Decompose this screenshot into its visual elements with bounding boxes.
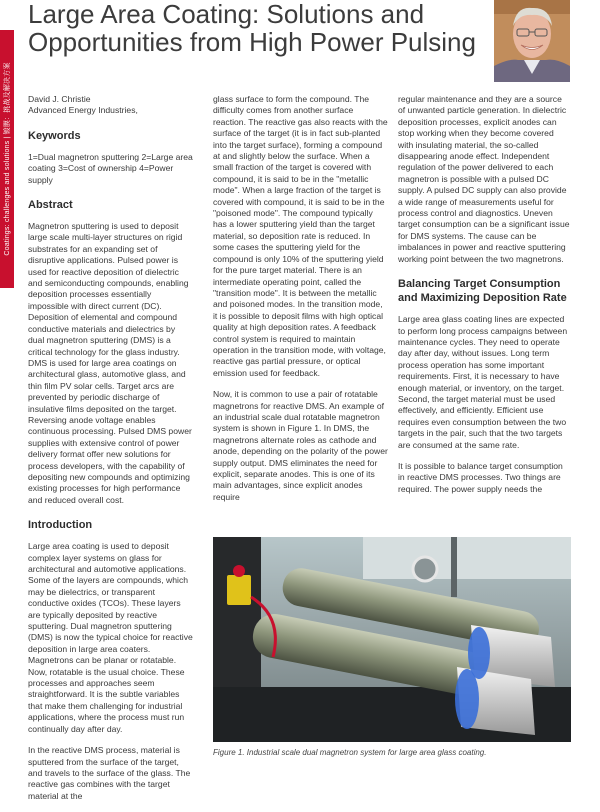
column-2-paragraph-1: glass surface to form the compound. The difficulty comes from another surface reaction. The reactive gas also reacts with the surface of the target (it is in fact sub-planted into the target surface), forming a compound at and slightly below the surface. When a small fraction of the target is covered with compound, it is said to be in the "metallic mode". When a large fraction of the target is covered with compound, it is said to be in the "poisoned mode". The compound typically has a lower sputtering yield than the target material, so deposition rate is reduced. In some cases the sputtering yield for the compound is only 10% of the sputtering yield for the pure target material. There is an intermediate operating point, called the "transition mode". It is between the metallic and poisoned modes. In the transition mode, it is possible to deposit films with high optical quality at high deposition rates. A feedback control system is required to maintain operation in the transition mode, with voltage, reactive gas partial pressure, or optical emission used for feedback. [213, 94, 388, 378]
keywords-text: 1=Dual magnetron sputtering 2=Large area coating 3=Cost of ownership 4=Power supply [28, 151, 193, 185]
introduction-paragraph-2: In the reactive DMS process, material is sputtered from the surface of the target, and travels to the surface of the glass. The reactive gas combines with the target material at the [28, 745, 191, 801]
author-photo [494, 0, 570, 82]
article-title: Large Area Coating: Solutions and Opportunities from High Power Pulsing [28, 0, 476, 57]
column-2-paragraph-2: Now, it is common to use a pair of rotatable magnetrons for reactive DMS. An example of an industrial scale dual rotatable magnetron system is shown in Figure 1. In DMS, the magnetrons alternate roles as cathode and anode, depending on the polarity of the power supply output. DMS eliminates the need for explicit, separate anodes. This is one of its main advantages, since explicit anodes require [213, 389, 388, 502]
author-affiliation: Advanced Energy Industries, [28, 105, 138, 116]
author-block [28, 94, 193, 117]
column-3-paragraph-2: Large area glass coating lines are expected to perform long process campaigns between maintenance cycles. They need to operate day after day, without issues. Long term process operation has some important requirements. First, it is necessary to have enough material, or inventory, on the target. Second, the target material must be used effectively, and efficiently. Efficient use requires even consumption between the two targets in the pair, such that the two targets are consumed at the same rate. [398, 314, 568, 450]
column-3-paragraph-1: regular maintenance and they are a source of unwanted particle generation. In dielectric deposition processes, explicit anodes can stop working when they become covered with insulating material, the so-called disappearing anode effect. Independent regulation of the power delivered to each magnetron is possible with a pulsed DC supply. A pulsed DC supply can also provide a wide range of measurements useful for process control and diagnostics. Uneven target consumption can be a significant issue for DMS systems. The cause can be imbalances in power and reactive sputtering working point between the two magnetrons. [398, 94, 570, 264]
author-name: David J. Christie [28, 94, 91, 104]
column-3-paragraph-3: It is possible to balance target consumption in reactive DMS processes. Two things are required. The power supply needs the [398, 460, 563, 494]
section-tab [0, 30, 14, 288]
introduction-heading: Introduction [28, 519, 93, 532]
abstract-text: Magnetron sputtering is used to deposit large scale multi-layer structures on rigid substrates for an expanding set of disruptive applications. Pulsed power is used for reactive deposition of dielectric and semiconducting compounds, enabling deposition processes essentially impossible with direct current (DC). Deposition of elemental and compound conductive materials and dielectrics by dual magnetron sputtering (DMS) is a critical technology for the glass industry. DMS is used for large area coatings on architectural glass, automotive glass, and thin film PV solar cells. Target arcs are prevented by periodic discharge of insulative films deposited on the target. Reversing anode voltage enables continuous processing. Pulsed DMS power supplies with extensive control of power delivery format offer new solutions for process developers, with the capability of depositing new compounds and optimizing existing processes for high performance and reduced overall cost. [28, 221, 192, 505]
abstract-heading: Abstract [28, 199, 73, 212]
keywords-heading: Keywords [28, 129, 81, 142]
balancing-heading: Balancing Target Consumption and Maximizing Deposition Rate [398, 278, 567, 305]
section-tab-label: Coatings: challenges and solutions | 镀膜：挑战及解决方案 [4, 62, 11, 256]
column-2 [213, 94, 388, 513]
column-1 [28, 94, 193, 812]
figure-1-caption: Figure 1. Industrial scale dual magnetron system for large area glass coating. [213, 748, 487, 757]
introduction-paragraph-1: Large area coating is used to deposit complex layer systems on glass for architectural and automotive applications. Some of the layers are compounds, which may be dielectrics, or transparent conductive oxides (TCOs). These layers are typically deposited by reactive sputtering. Dual magnetron sputtering (DMS) is now the typical choice for reactive deposition in large area coaters. Magnetrons can be planar or rotatable. Now, rotatable is the usual choice. These processes and approaches seem straightforward. It is the subtle variables that make them challenging for industrial applications, where the process must run continually day after day. [28, 541, 193, 734]
figure-1-image [213, 537, 571, 742]
column-3 [398, 94, 571, 505]
